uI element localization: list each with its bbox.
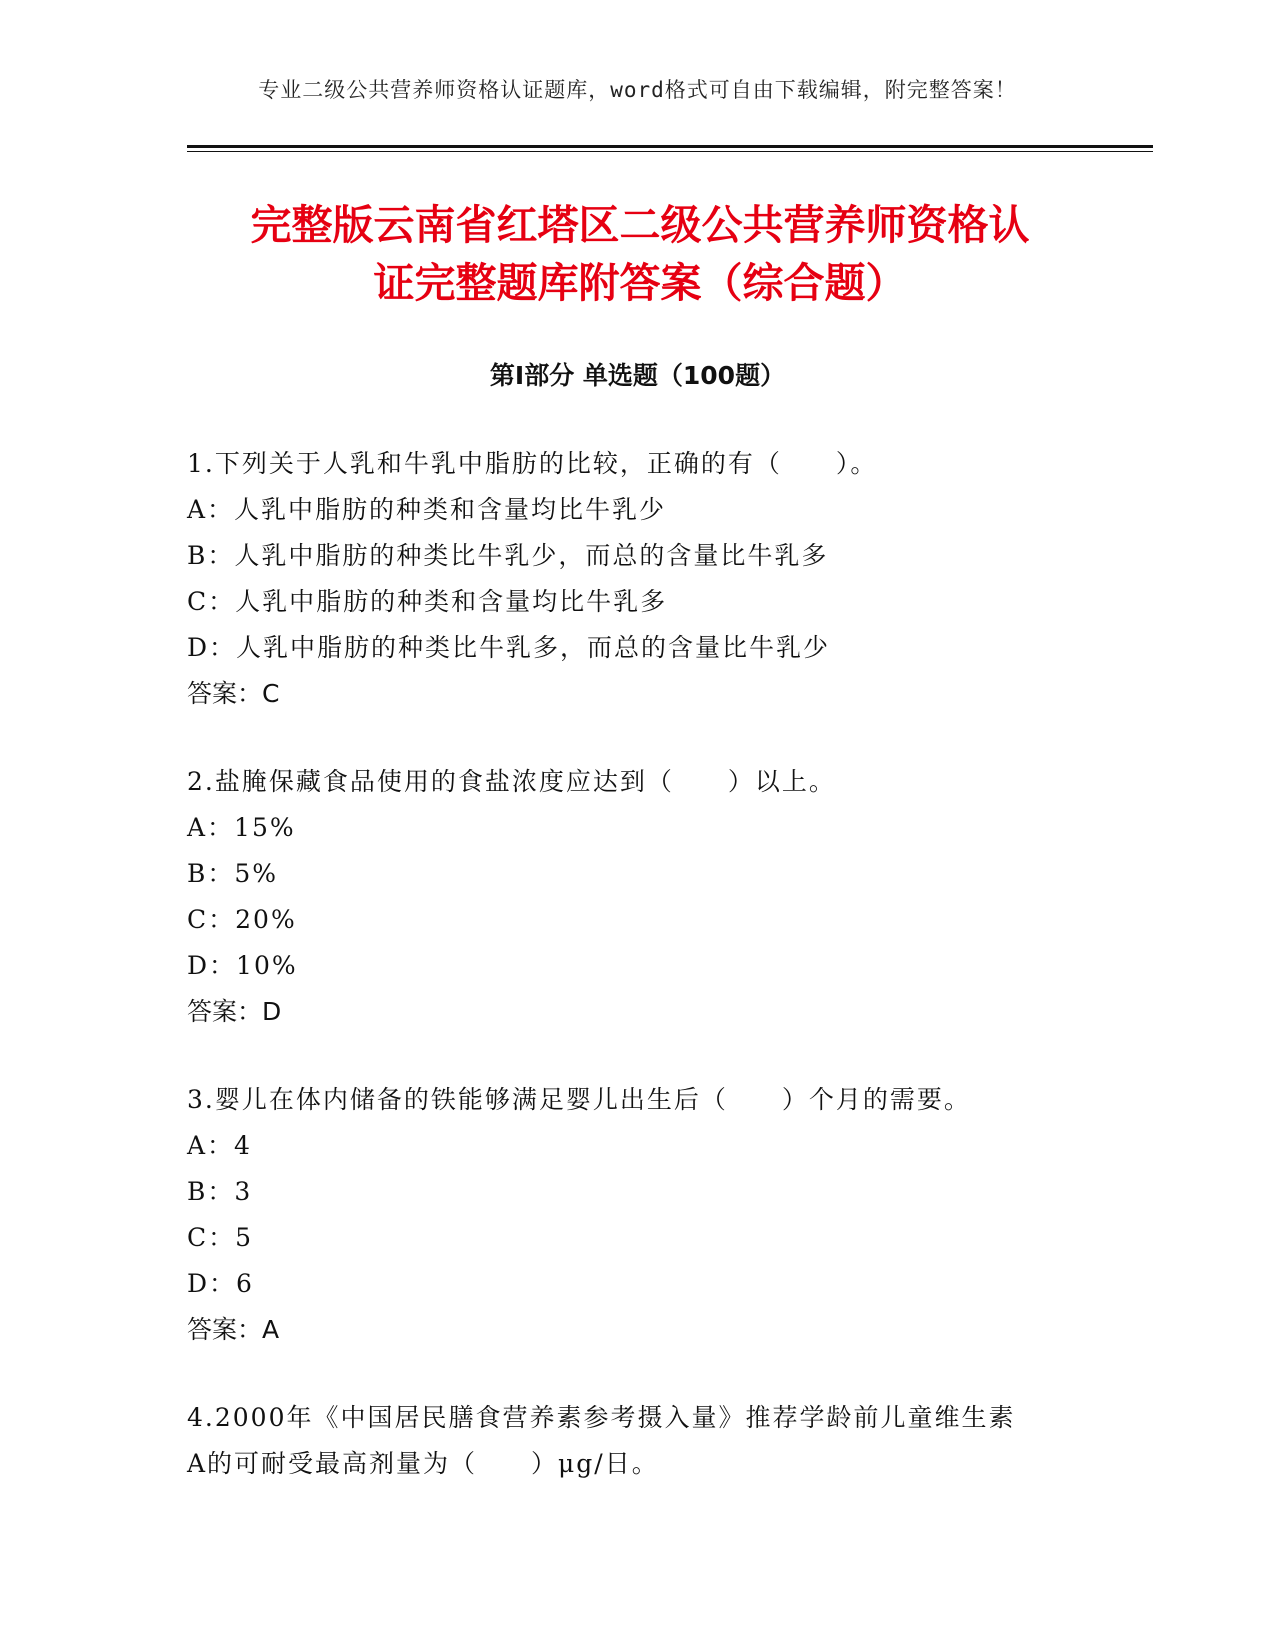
header-divider-thick — [187, 145, 1153, 148]
document-title-line-1: 完整版云南省红塔区二级公共营养师资格认 — [250, 201, 1030, 249]
question-2 — [187, 759, 1087, 1035]
question-stem-line-2: A的可耐受最高剂量为（ ）μg/日。 — [187, 1449, 659, 1478]
header-note: 专业二级公共营养师资格认证题库，word格式可自由下载编辑，附完整答案！ — [258, 78, 1017, 102]
option-a: A：4 — [187, 1131, 252, 1160]
option-a: A：人乳中脂肪的种类和含量均比牛乳少 — [187, 495, 667, 524]
option-b: B：人乳中脂肪的种类比牛乳少，而总的含量比牛乳多 — [187, 541, 829, 570]
document-title-line-2: 证完整题库附答案（综合题） — [373, 259, 907, 307]
option-c: C：20% — [187, 905, 297, 934]
option-b: B：3 — [187, 1177, 253, 1206]
answer: 答案：C — [187, 679, 280, 708]
document-title — [190, 196, 1090, 312]
option-a: A：15% — [187, 813, 296, 842]
answer: 答案：D — [187, 997, 282, 1026]
option-c: C：人乳中脂肪的种类和含量均比牛乳多 — [187, 587, 668, 616]
question-4 — [187, 1395, 1087, 1487]
question-1 — [187, 441, 1087, 717]
question-stem: 2.盐腌保藏食品使用的食盐浓度应达到（ ）以上。 — [187, 767, 836, 796]
question-3 — [187, 1077, 1087, 1353]
question-stem-line-1: 4.2000年《中国居民膳食营养素参考摄入量》推荐学龄前儿童维生素 — [187, 1403, 1016, 1432]
section-title: 第Ⅰ部分 单选题（100题） — [489, 361, 786, 390]
option-d: D：10% — [187, 951, 298, 980]
option-d: D：6 — [187, 1269, 254, 1298]
option-b: B：5% — [187, 859, 279, 888]
header-divider-thin — [187, 151, 1153, 152]
option-d: D：人乳中脂肪的种类比牛乳多，而总的含量比牛乳少 — [187, 633, 831, 662]
option-c: C：5 — [187, 1223, 254, 1252]
question-stem: 3.婴儿在体内储备的铁能够满足婴儿出生后（ ）个月的需要。 — [187, 1085, 971, 1114]
question-stem: 1.下列关于人乳和牛乳中脂肪的比较，正确的有（ ）。 — [187, 449, 878, 478]
answer: 答案：A — [187, 1315, 280, 1344]
question-list — [187, 441, 1087, 1529]
